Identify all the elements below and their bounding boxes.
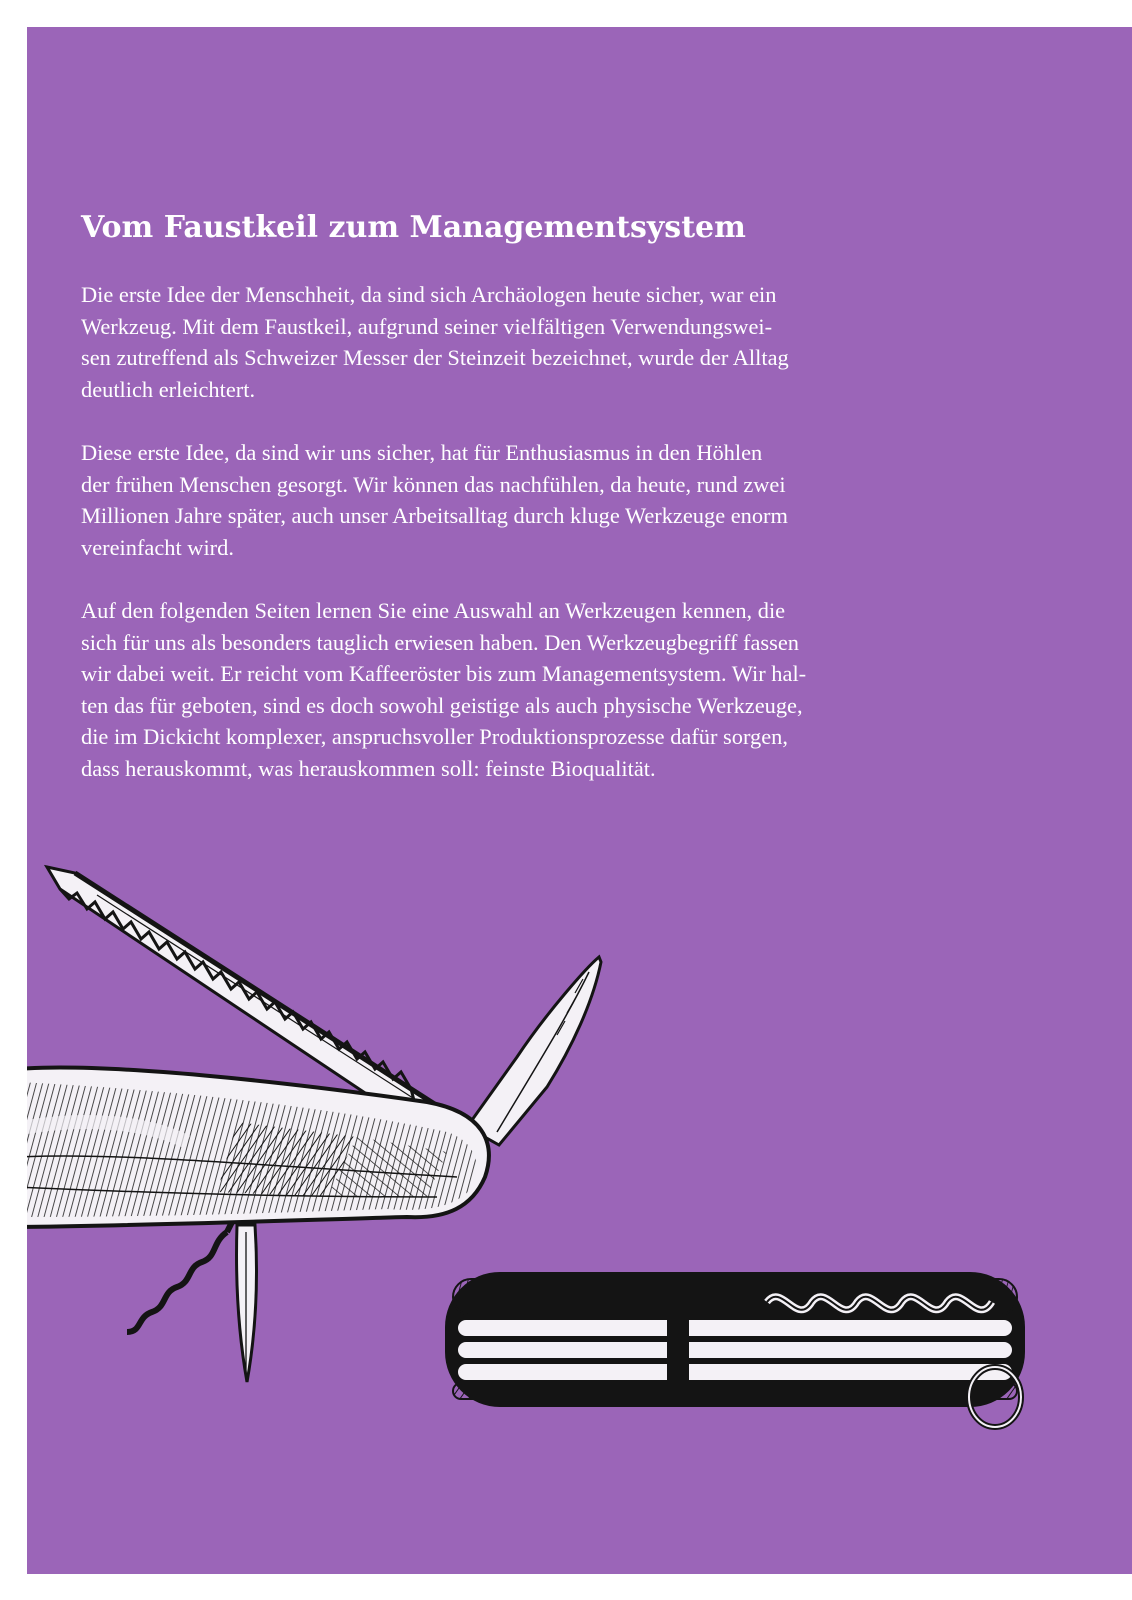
- line: sich für uns als besonders tauglich erwiesen haben. Den Werkzeugbegriff fassen: [81, 629, 799, 655]
- line: Die erste Idee der Menschheit, da sind sich Archäologen heute sicher, war ein: [81, 282, 777, 307]
- line: wir dabei weit. Er reicht vom Kaffeeröster bis zum Managementsystem. Wir hal-: [81, 661, 807, 686]
- line: Auf den folgenden Seiten lernen Sie eine Auswahl an Werkzeugen kennen, die: [81, 598, 786, 623]
- purple-panel: [27, 27, 1132, 1574]
- line: die im Dickicht komplexer, anspruchsvoller Produktionsprozesse dafür sorgen,: [81, 724, 788, 749]
- line: Werkzeug. Mit dem Faustkeil, aufgrund seiner vielfältigen Verwendungswei-: [81, 313, 773, 339]
- line: Diese erste Idee, da sind wir uns sicher, hat für Enthusiasmus in den Höhlen: [81, 440, 763, 465]
- line: ten das für geboten, sind es doch sowohl geistige als auch physische Werkzeuge,: [81, 692, 803, 718]
- page-title: Vom Faustkeil zum Managementsystem: [81, 210, 746, 245]
- closed-knife: [445, 1272, 1025, 1407]
- line: dass herauskommt, was herauskommen soll: feinste Bioqualität.: [81, 755, 656, 781]
- line: vereinfacht wird.: [81, 534, 234, 560]
- line: der frühen Menschen gesorgt. Wir können das nachfühlen, da heute, rund zwei: [81, 471, 786, 497]
- swiss-army-knife-closed-icon: [27, 27, 1132, 1574]
- line: Millionen Jahre später, auch unser Arbeitsalltag durch kluge Werkzeuge enorm: [81, 503, 788, 528]
- line: deutlich erleichtert.: [81, 376, 256, 402]
- line: sen zutreffend als Schweizer Messer der Steinzeit bezeichnet, wurde der Alltag: [81, 345, 789, 370]
